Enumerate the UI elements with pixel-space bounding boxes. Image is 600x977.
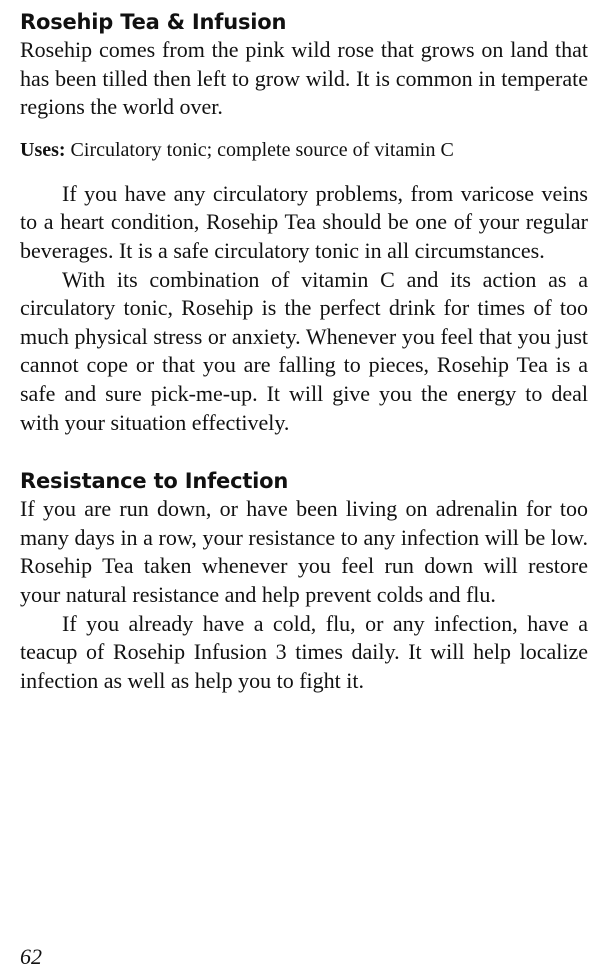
paragraph-infection: If you already have a cold, flu, or any infection, have a teacup of Rosehip Infusion 3 times daily. It will help localize infection as well as help you to fight it. xyxy=(20,610,588,693)
paragraph-vitamin-c: With its combination of vitamin C and its action as a circulatory tonic, Rosehip is the perfect drink for times of too much physical stress or anxiety. Whenever you feel that you just cannot cope or that you are falling to pieces, Rosehip Tea is a safe and sure pick-me-up. It will give you the energy to deal with your situation effectively. xyxy=(20,266,588,435)
uses-line xyxy=(20,136,588,164)
section-title-resistance: Resistance to Infection xyxy=(20,469,289,494)
uses-label: Uses: xyxy=(20,138,66,161)
intro-paragraph: Rosehip comes from the pink wild rose that grows on land that has been tilled then left to grow wild. It is common in temperate regions the world over. xyxy=(20,37,588,120)
section-title-rosehip: Rosehip Tea & Infusion xyxy=(20,10,287,34)
book-page xyxy=(20,8,588,695)
page-number: 62 xyxy=(20,944,42,969)
section-divider xyxy=(20,437,588,467)
uses-text: Circulatory tonic; complete source of vitamin C xyxy=(65,138,454,161)
paragraph-run-down: If you are run down, or have been living on adrenalin for too many days in a row, your resistance to any infection will be low. Rosehip Tea taken whenever you feel run down will restore your natural resistance and help prevent colds and flu. xyxy=(20,496,588,607)
paragraph-circulatory: If you have any circulatory problems, from varicose veins to a heart condition, Rosehip Tea should be one of your regular beverages. It is a safe circulatory tonic in all circumstances. xyxy=(20,180,588,263)
